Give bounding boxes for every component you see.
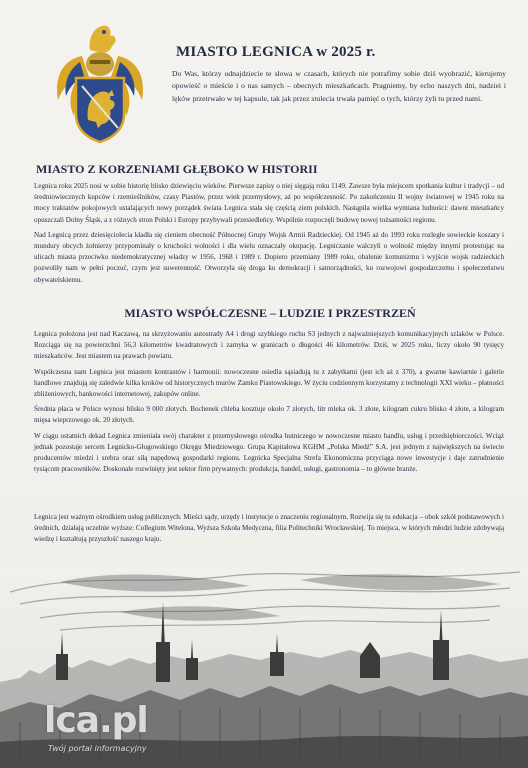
section-present-heading: MIASTO WSPÓŁCZESNE – LUDZIE I PRZESTRZEŃ: [124, 306, 416, 320]
history-paragraph: Legnica roku 2025 nosi w sobie historię blisko dziewięciu wieków. Pierwsze zapisy o niej sięgają roku 1149. Zawsze była miejscem spotkania kultur i tradycji – od średniowiecznych kupców i rzemieślników, czasy Piastów, przez wiek przemysłowy, aż po współczesność. Po zakończeniu II wojny światowej w 1945 roku na mocy traktatów pokojowych ustalających nowy porządek świata Legnica stała się częścią ziem polskich. Nastąpiła wielka wymiana ludności: dawni mieszkańcy opuszczali Dolny Śląsk, a z różnych stron Polski i Europy przybywali przesiedleńcy. Wspólnie rozpoczęli budowę nowej tożsamości regionu.: [34, 182, 504, 224]
watermark-logo: lca.pl: [44, 700, 148, 741]
page-title: MIASTO LEGNICA w 2025 r.: [176, 44, 376, 60]
section-closing: [34, 512, 504, 546]
present-paragraph: Współczesna nam Legnica jest miastem kontrastów i harmonii: nowoczesne osiedla sąsiadują tu z zabytkami (jest ich aż z 370), a gwarne kawiarnie i galerie handlowe znajdują się zaledwie kilka kroków od historycznych murów Zamku Piastowskiego. W życiu codziennym korzystamy z technologii XXI wieku – płatności zbliżeniowych, bankowości internetowej, zakupów online.: [34, 367, 504, 399]
present-paragraph: W ciągu ostatnich dekad Legnica zmieniała swój charakter z przemysłowego ośrodka hutniczego w nowoczesne miasto handlu, usług i przedsiębiorczości. Wciąż jednak pozostaje sercem Legnicko-Głogowskiego Okręgu Miedziowego. Grupa Kapitałowa KGHM „Polska Miedź” S.A. jest jednym z największych na świecie producentów miedzi i srebra oraz siłą napędową gospodarki regionu. Legnicka Specjalna Strefa Ekonomiczna przyciąga nowe inwestycje i daje zatrudnienie tysiącom pracowników. Doskonale rozwinięty jest sektor firm prywatnych: produkcja, handel, usługi, gastronomia – to główne branże.: [34, 431, 504, 474]
section-history-heading: MIASTO Z KORZENIAMI GŁĘBOKO W HISTORII: [36, 162, 318, 176]
closing-paragraph: Legnica jest ważnym ośrodkiem usług publicznych. Mieści sądy, urzędy i instytucje o znaczeniu regionalnym. Rozwija się tu edukacja – obok szkół podstawowych i średnich, działają uczelnie wyższe: Collegium Witelona, Wyższa Szkoła Medyczna, filia Politechniki Wrocławskiej. To miejsca, w których młodzi ludzie zdobywają wiedzę i kształtują przyszłość naszego kraju.: [34, 513, 504, 544]
section-history: [34, 162, 504, 290]
present-paragraph: Średnia płaca w Polsce wynosi blisko 9 000 złotych. Bochenek chleba kosztuje około 7 złotych, litr mleka ok. 3 złote, kilogram cukru blisko 4 złote, a kilogram mięsa wieprzowego ok. 20 złotych.: [34, 405, 504, 425]
watermark: [18, 700, 208, 764]
coat-of-arms-icon: [52, 16, 148, 146]
present-paragraph: Legnica położona jest nad Kaczawą, na skrzyżowaniu autostrady A4 i drogi szybkiego ruchu S3 jednych z najważniejszych komunikacyjnych szlaków w Polsce. Rozciąga się na powierzchni 56,3 kilometrów kwadratowych i zamyka w granicach o długości 46 kilometrów. Dziś, w 2025 roku, liczy około 90 tysięcy mieszkańców. Jest miastem na prawach powiatu.: [34, 330, 504, 361]
watermark-tagline: Twój portal informacyjny: [48, 744, 147, 753]
history-paragraph: Nad Legnicą przez dziesięciolecia kładła się cieniem obecność Północnej Grupy Wojsk Armii Radzieckiej. Od 1945 aż do 1993 roku rozległe sowieckie koszary i mundury obcych żołnierzy przypominały o kruchości wolności i dla wielu oznaczały okupację. Legniczanie walczyli o wolność między innymi protestując na ulicach miasta przeciwko niedemokratycznej władzy w 1956, 1968 i 1989 r. Dopiero przemiany 1989 roku, obalenie komunizmu i wyjście wojsk radzieckich pozwoliły nam w pełni poczuć, czym jest suwerenność. Otworzyła się droga ku demokracji i samorządności, ku rozwojowi gospodarczemu i społeczeństwu obywatelskiemu.: [34, 230, 504, 284]
section-present: [34, 306, 504, 479]
intro-paragraph: Do Was, którzy odnajdziecie te słowa w czasach, których nie potrafimy sobie dziś wyobrazić, kierujemy opowieść o mieście i o nas samych – obecnych mieszkańcach. Pragniemy, by echo naszych dni, nadziei i lęków przetrwało w tej kapsule, tak jak przez stulecia trwała pamięć o tych, którzy żyli tu przed nami.: [172, 69, 506, 103]
